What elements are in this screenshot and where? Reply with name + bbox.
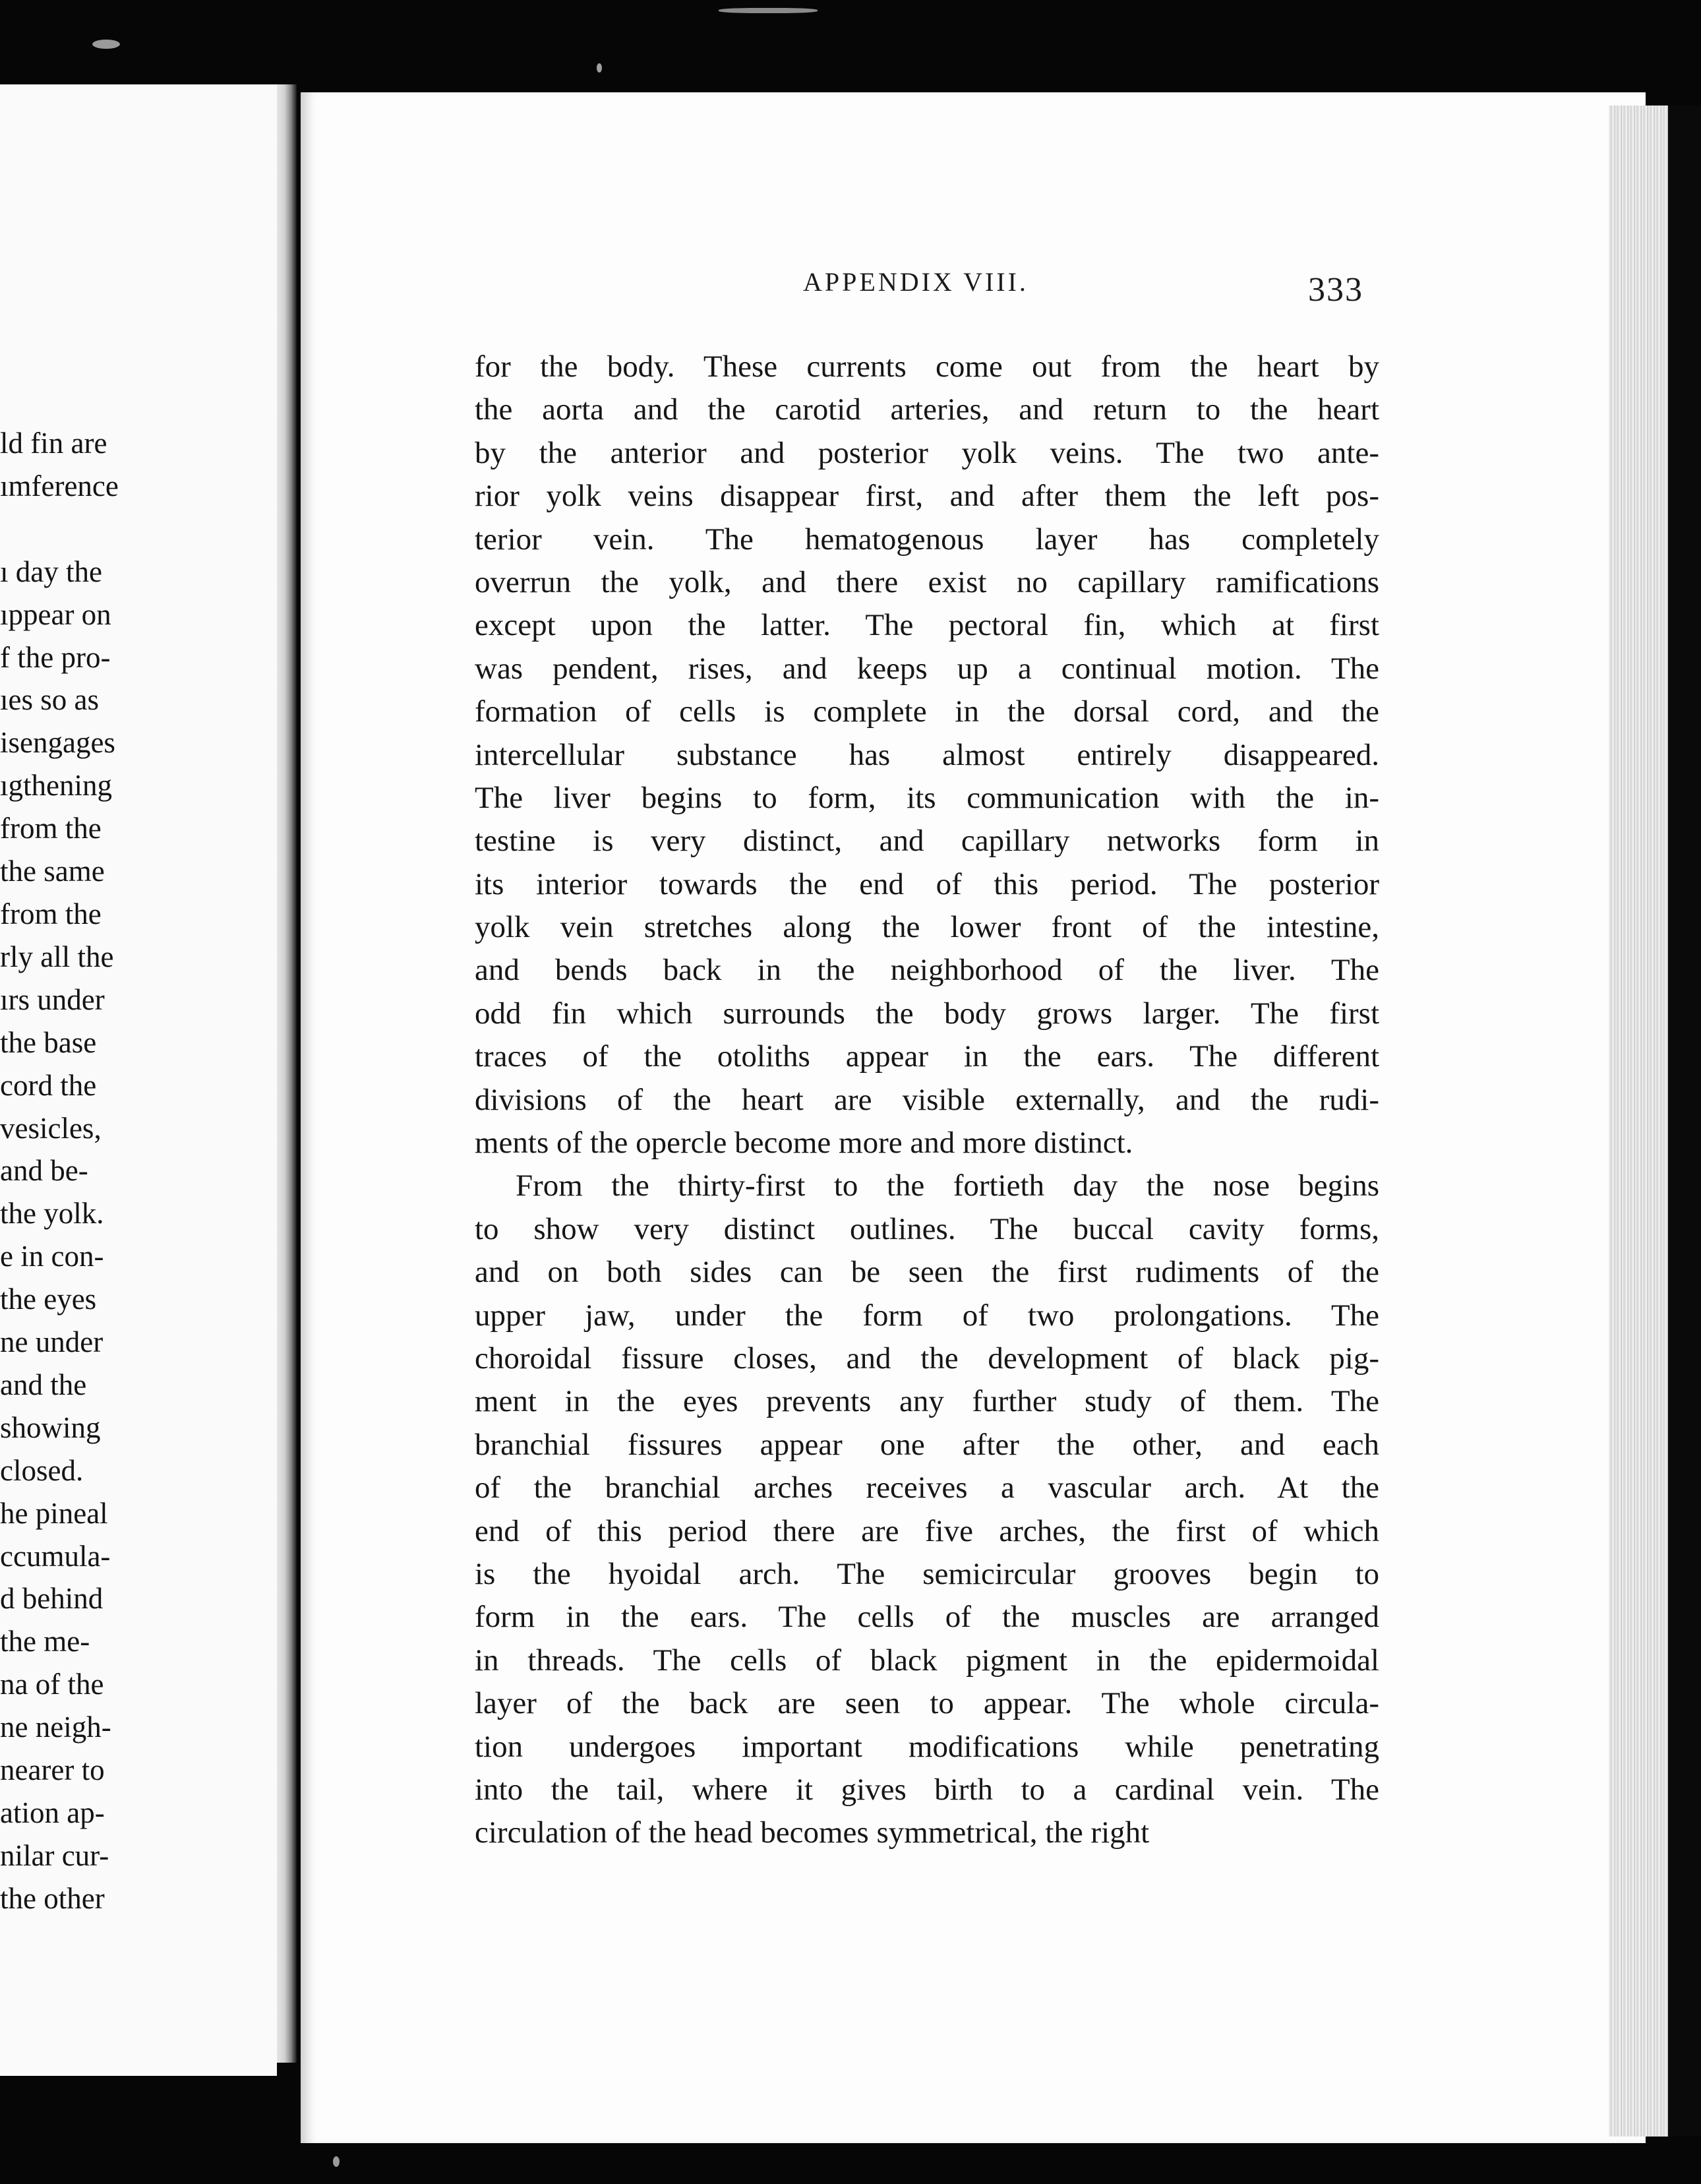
- text-line: choroidal fissure closes, and the development of black pig-: [475, 1341, 1379, 1376]
- left-text-fragment: nearer to: [0, 1753, 105, 1787]
- text-line: testine is very distinct, and capillary networks form in: [475, 824, 1379, 859]
- text-line: intercellular substance has almost entirely disappeared.: [475, 737, 1379, 772]
- left-text-fragment: ne under: [0, 1325, 104, 1359]
- left-text-fragment: ırs under: [0, 983, 105, 1016]
- running-head: APPENDIX VIII.: [803, 267, 1029, 297]
- left-text-fragment: f the pro-: [0, 640, 111, 674]
- left-text-fragment: ı day the: [0, 555, 102, 588]
- left-text-fragment: the yolk.: [0, 1197, 104, 1230]
- left-text-fragment: the other: [0, 1881, 105, 1915]
- text-line: its interior towards the end of this period. The posterior: [475, 866, 1379, 901]
- text-line: tion undergoes important modifications while penetrating: [475, 1729, 1379, 1764]
- text-line: was pendent, rises, and keeps up a continual motion. The: [475, 651, 1379, 686]
- left-text-fragment: vesicles,: [0, 1111, 102, 1145]
- left-text-fragment: rly all the: [0, 940, 114, 973]
- left-text-fragment: the same: [0, 855, 105, 888]
- text-line: overrun the yolk, and there exist no capillary ramifications: [475, 564, 1379, 599]
- scan-background-edge: [1668, 106, 1701, 2137]
- left-text-fragment: from the: [0, 812, 102, 845]
- text-line: the aorta and the carotid arteries, and return to the heart: [475, 392, 1379, 427]
- scan-speck: [597, 63, 602, 73]
- text-line: yolk vein stretches along the lower front of the intestine,: [475, 910, 1379, 945]
- left-text-fragment: isengages: [0, 726, 115, 760]
- text-line: ments of the opercle become more and more distinct.: [475, 1126, 1133, 1161]
- left-text-fragment: ccumula-: [0, 1539, 111, 1573]
- text-line: divisions of the heart are visible externally, and the rudi-: [475, 1082, 1379, 1117]
- left-text-fragment: nilar cur-: [0, 1838, 109, 1872]
- body-text: [475, 346, 1379, 1855]
- left-page: [0, 84, 277, 2076]
- text-line: by the anterior and posterior yolk veins. The two ante-: [475, 435, 1379, 470]
- page-number: 333: [1308, 271, 1363, 309]
- text-line: rior yolk veins disappear first, and after them the left pos-: [475, 479, 1379, 514]
- left-text-fragment: ld fin are: [0, 427, 107, 460]
- text-line: except upon the latter. The pectoral fin, which at first: [475, 608, 1379, 643]
- left-text-fragment: ıppear on: [0, 597, 111, 631]
- left-text-fragment: and be-: [0, 1154, 88, 1188]
- left-text-fragment: he pineal: [0, 1496, 108, 1530]
- text-line: form in the ears. The cells of the muscles are arranged: [475, 1600, 1379, 1635]
- left-text-fragment: closed.: [0, 1453, 84, 1487]
- left-text-fragment: the eyes: [0, 1283, 97, 1316]
- text-line: The liver begins to form, its communication with the in-: [475, 780, 1379, 815]
- text-line: of the branchial arches receives a vascular arch. At the: [475, 1471, 1379, 1505]
- page-edges: [1609, 106, 1668, 2137]
- left-text-fragment: na of the: [0, 1668, 104, 1701]
- left-text-fragment: the me-: [0, 1625, 90, 1658]
- left-text-fragment: e in con-: [0, 1240, 104, 1273]
- scan-speck: [92, 40, 120, 49]
- text-line: circulation of the head becomes symmetrical, the right: [475, 1815, 1150, 1850]
- text-line: formation of cells is complete in the dorsal cord, and the: [475, 694, 1379, 729]
- text-line: and on both sides can be seen the first rudiments of the: [475, 1255, 1379, 1290]
- left-text-fragment: and the: [0, 1368, 87, 1401]
- text-line: branchial fissures appear one after the other, and each: [475, 1427, 1379, 1462]
- text-line: upper jaw, under the form of two prolongations. The: [475, 1298, 1379, 1333]
- text-line: and bends back in the neighborhood of the liver. The: [475, 953, 1379, 988]
- left-text-fragment: cord the: [0, 1068, 97, 1102]
- text-line: traces of the otoliths appear in the ears. The different: [475, 1039, 1379, 1074]
- text-line: layer of the back are seen to appear. The whole circula-: [475, 1686, 1379, 1721]
- left-text-fragment: ıgthening: [0, 769, 112, 803]
- text-line: for the body. These currents come out from the heart by: [475, 349, 1379, 384]
- left-text-fragment: ne neigh-: [0, 1711, 111, 1744]
- text-line: From the thirty-first to the fortieth day the nose begins: [516, 1168, 1379, 1203]
- left-text-fragment: the base: [0, 1025, 97, 1059]
- text-line: into the tail, where it gives birth to a cardinal vein. The: [475, 1772, 1379, 1807]
- left-text-fragment: d behind: [0, 1582, 104, 1616]
- book-gutter: [277, 84, 297, 2063]
- left-text-fragment: showing: [0, 1410, 101, 1444]
- left-text-fragment: from the: [0, 897, 102, 930]
- left-page-text-fragments: [0, 422, 277, 1920]
- left-text-fragment: ımference: [0, 469, 119, 502]
- scan-speck: [333, 2156, 340, 2167]
- text-line: is the hyoidal arch. The semicircular grooves begin to: [475, 1556, 1379, 1591]
- scan-speck: [719, 8, 818, 13]
- text-line: odd fin which surrounds the body grows larger. The first: [475, 996, 1379, 1031]
- text-line: in threads. The cells of black pigment in the epidermoidal: [475, 1643, 1379, 1678]
- text-line: end of this period there are five arches, the first of which: [475, 1513, 1379, 1548]
- text-line: ment in the eyes prevents any further study of them. The: [475, 1384, 1379, 1419]
- text-line: to show very distinct outlines. The buccal cavity forms,: [475, 1211, 1379, 1246]
- left-text-fragment: ation ap-: [0, 1796, 105, 1829]
- text-line: terior vein. The hematogenous layer has completely: [475, 522, 1379, 557]
- left-text-fragment: ıes so as: [0, 683, 99, 717]
